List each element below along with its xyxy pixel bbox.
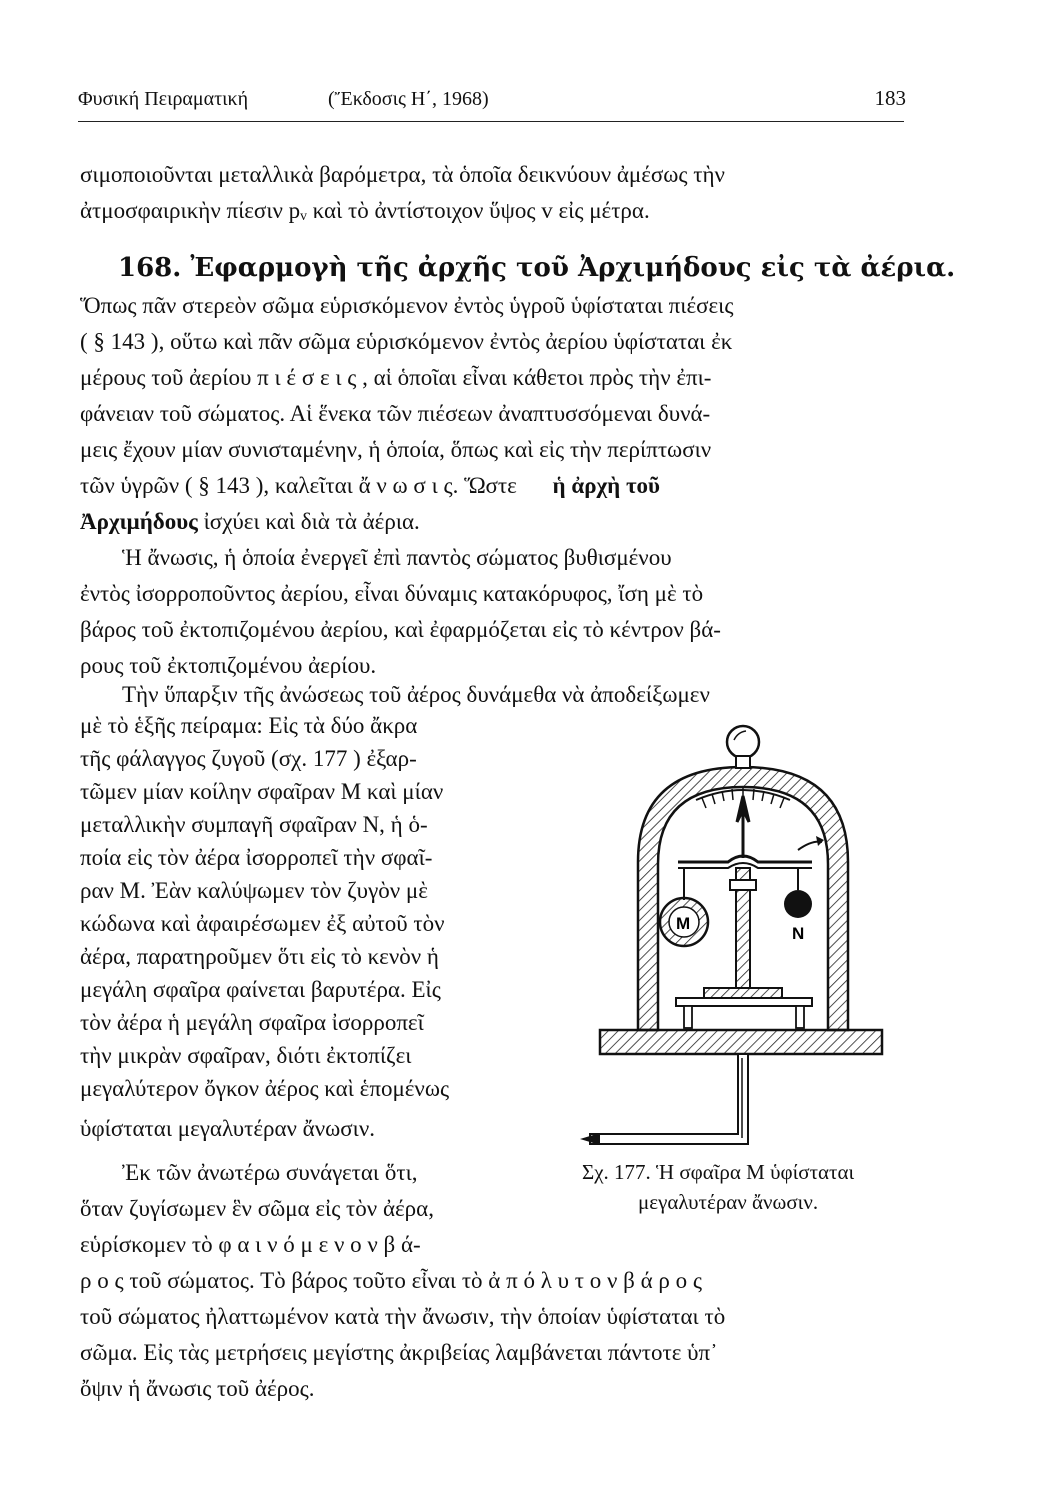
text-line: σῶμα. Εἰς τὰς μετρήσεις μεγίστης ἀκριβείας λαμβάνεται πάντοτε ὑπ᾿ — [80, 1340, 718, 1365]
text-line: κώδωνα καὶ ἀφαιρέσωμεν ἐξ αὐτοῦ τὸν — [80, 911, 445, 936]
text-line: ἀέρα, παρατηροῦμεν ὅτι εἰς τὸ κενὸν ἡ — [80, 944, 439, 969]
text-line: Τὴν ὕπαρξιν τῆς ἀνώσεως τοῦ ἀέρος δυνάμεθα νὰ ἀποδείξωμεν — [122, 682, 710, 707]
text-line: Ὅπως πᾶν στερεὸν σῶμα εὑρισκόμενον ἐντὸς ὑγροῦ ὑφίσταται πιέσεις — [80, 293, 734, 318]
text-line: ραν Μ. Ἐὰν καλύψωμεν τὸν ζυγὸν μὲ — [80, 878, 428, 903]
pointer — [737, 796, 749, 858]
text-line: βάρος τοῦ ἐκτοπιζομένου ἀερίου, καὶ ἐφαρμόζεται εἰς τὸ κέντρον βά- — [80, 617, 721, 642]
text-line: τὸν ἀέρα ἡ μεγάλη σφαῖρα ἰσορροπεῖ — [80, 1010, 424, 1035]
text-line: ρους τοῦ ἐκτοπιζομένου ἀερίου. — [80, 653, 377, 678]
text-line: τοῦ σώματος ἠλαττωμένον κατὰ τὴν ἄνωσιν, τὴν ὁποίαν ὑφίσταται τὸ — [80, 1304, 726, 1329]
text-line: μέρους τοῦ ἀερίου π ι έ σ ε ι ς , αἱ ὁποῖαι εἶναι κάθετοι πρὸς τὴν ἐπι- — [80, 365, 712, 390]
figure-caption: μεγαλυτέραν ἄνωσιν. — [638, 1190, 819, 1214]
label-m: M — [676, 914, 691, 933]
text-line: ποία εἰς τὸν ἀέρα ἰσορροπεῖ τὴν σφαῖ- — [80, 845, 433, 870]
solid-sphere-n — [784, 890, 812, 918]
figure-caption: Σχ. 177. Ἡ σφαῖρα Μ ὑφίσταται — [582, 1160, 855, 1184]
header-rule — [78, 121, 904, 122]
text-line: φάνειαν τοῦ σώματος. Αἱ ἕνεκα τῶν πιέσεων ἀναπτυσσόμεναι δυνά- — [80, 401, 711, 426]
text-line: ἀτμοσφαιρικὴν πίεσιν pᵥ καὶ τὸ ἀντίστοιχον ὕψος v εἰς μέτρα. — [80, 198, 650, 223]
text-line: Ἐκ τῶν ἀνωτέρω συνάγεται ὅτι, — [122, 1160, 418, 1185]
pump-pipe — [590, 1054, 748, 1144]
running-header — [78, 82, 906, 122]
label-n: N — [792, 924, 805, 943]
text-line: ρ ο ς τοῦ σώματος. Τὸ βάρος τοῦτο εἶναι τὸ ἀ π ό λ υ τ ο ν β ά ρ ο ς — [80, 1268, 702, 1293]
text-line: τὴν μικρὰν σφαῖραν, διότι ἐκτοπίζει — [80, 1043, 412, 1068]
text-span: τῶν ὑγρῶν ( § 143 ), καλεῖται ἄ ν ω σ ι ς. Ὥστε — [80, 473, 517, 498]
book-title: Φυσική Πειραματική — [78, 88, 249, 110]
text-line: τῶμεν μίαν κοίλην σφαῖραν Μ καὶ μίαν — [80, 779, 444, 804]
page-number: 183 — [874, 86, 906, 110]
text-line: εὑρίσκομεν τὸ φ α ι ν ό μ ε ν ο ν β ά- — [80, 1232, 421, 1257]
text-line — [80, 471, 660, 501]
text-line: ἐντὸς ἰσορροποῦντος ἀερίου, εἶναι δύναμις κατακόρυφος, ἴση μὲ τὸ — [80, 581, 704, 606]
pump-plate — [600, 1030, 882, 1054]
text-line: μεταλλικὴν συμπαγῆ σφαῖραν Ν, ἡ ὁ- — [80, 812, 428, 837]
text-line: ὄψιν ἡ ἄνωσις τοῦ ἀέρος. — [80, 1376, 315, 1401]
text-line: μὲ τὸ ἑξῆς πείραμα: Εἰς τὰ δύο ἄκρα — [80, 713, 418, 738]
text-line: μεις ἔχουν μίαν συνισταμένην, ἡ ὁποία, ὅπως καὶ εἰς τὴν περίπτωσιν — [80, 437, 712, 462]
text-line: μεγαλύτερον ὄγκον ἀέρος καὶ ἑπομένως — [80, 1076, 450, 1101]
bold-phrase: ἡ ἀρχὴ τοῦ — [552, 473, 660, 498]
bold-phrase: Ἀρχιμήδους — [80, 509, 198, 534]
text-line — [80, 507, 420, 537]
edition-note: (Ἔκδοσις Η΄, 1968) — [328, 88, 489, 110]
text-line: τῆς φάλαγγος ζυγοῦ (σχ. 177 ) ἐξαρ- — [80, 746, 417, 771]
text-line: ( § 143 ), οὕτω καὶ πᾶν σῶμα εὑρισκόμενον ἐντὸς ἀερίου ὑφίσταται ἐκ — [80, 329, 733, 354]
section-heading: 168. Ἐφαρμογὴ τῆς ἀρχῆς τοῦ Ἀρχιμήδους εἰς τὰ ἀέρια. — [118, 253, 956, 283]
text-line: ὑφίσταται μεγαλυτέραν ἄνωσιν. — [80, 1116, 376, 1141]
balance-beam — [678, 856, 812, 862]
jar-knob — [727, 726, 759, 758]
balance-base — [704, 988, 782, 998]
text-line: σιμοποιοῦνται μεταλλικὰ βαρόμετρα, τὰ ὁποῖα δεικνύουν ἀμέσως τὴν — [80, 162, 725, 187]
text-line: Ἡ ἄνωσις, ἡ ὁποία ἐνεργεῖ ἐπὶ παντὸς σώματος βυθισμένου — [122, 545, 672, 570]
bell-jar-balance-figure — [580, 712, 910, 1152]
text-span: ἰσχύει καὶ διὰ τὰ ἀέρια. — [203, 509, 420, 534]
text-line: μεγάλη σφαῖρα φαίνεται βαρυτέρα. Εἰς — [80, 977, 441, 1002]
text-line: ὅταν ζυγίσωμεν ἓν σῶμα εἰς τὸν ἀέρα, — [80, 1196, 434, 1221]
